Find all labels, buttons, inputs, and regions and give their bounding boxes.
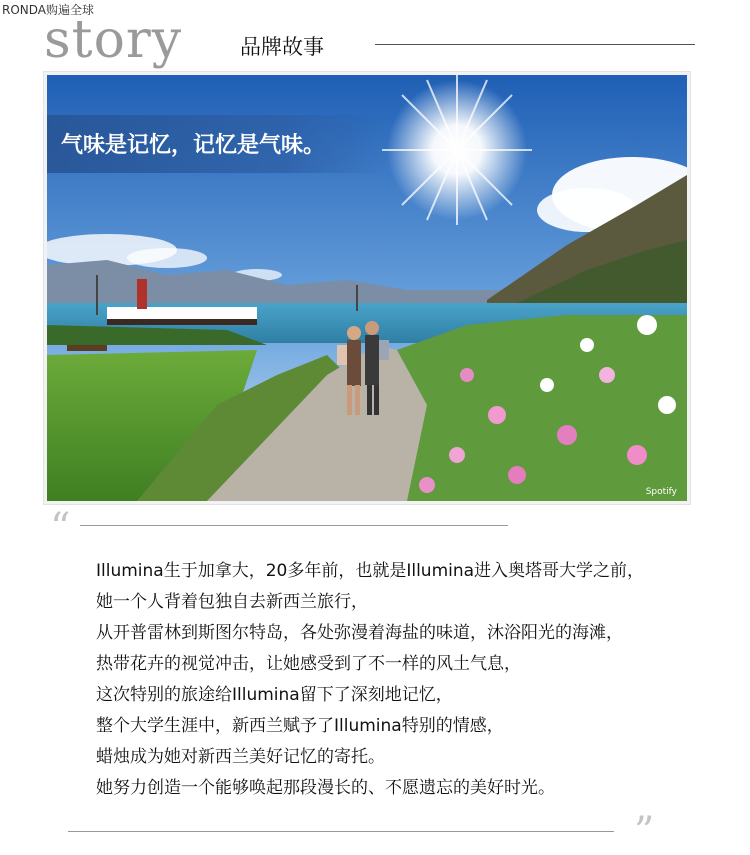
quote-bottom-divider xyxy=(68,831,614,832)
bench xyxy=(67,345,107,351)
watermark-text: RONDA购遍全球 xyxy=(2,3,94,17)
story-line: 她一个人背着包独自去新西兰旅行， xyxy=(96,592,368,612)
story-line: 这次特别的旅途给Illumina留下了深刻地记忆， xyxy=(96,685,453,705)
hero-photo-frame xyxy=(44,72,690,504)
section-title: 品牌故事 xyxy=(240,35,324,59)
open-quote-mark: “ xyxy=(50,505,71,551)
story-line: 整个大学生涯中，新西兰赋予了Illumina特别的情感， xyxy=(96,716,504,736)
close-quote-mark: ” xyxy=(634,809,655,855)
story-line: 蜡烛成为她对新西兰美好记忆的寄托。 xyxy=(96,747,385,767)
story-line: 她努力创造一个能够唤起那段漫长的、不愿遗忘的美好时光。 xyxy=(96,778,555,798)
story-line: Illumina生于加拿大，20多年前，也就是Illumina进入奥塔哥大学之前， xyxy=(96,561,645,581)
title-divider xyxy=(375,44,695,45)
story-line: 从开普雷林到斯图尔特岛，各处弥漫着海盐的味道，沐浴阳光的海滩， xyxy=(96,623,623,643)
story-line: 热带花卉的视觉冲击，让她感受到了不一样的风土气息， xyxy=(96,654,521,674)
banner-text: 气味是记忆，记忆是气味。 xyxy=(61,133,326,158)
cloud xyxy=(127,248,207,268)
right-flower-bed xyxy=(397,315,687,501)
quote-top-divider xyxy=(80,525,508,526)
story-decorative-heading: story xyxy=(44,10,183,70)
photo-credit: Spotify xyxy=(645,487,677,497)
quote-banner xyxy=(47,115,387,173)
sun xyxy=(382,75,532,225)
hero-photo xyxy=(47,75,687,501)
story-paragraph xyxy=(96,556,696,804)
